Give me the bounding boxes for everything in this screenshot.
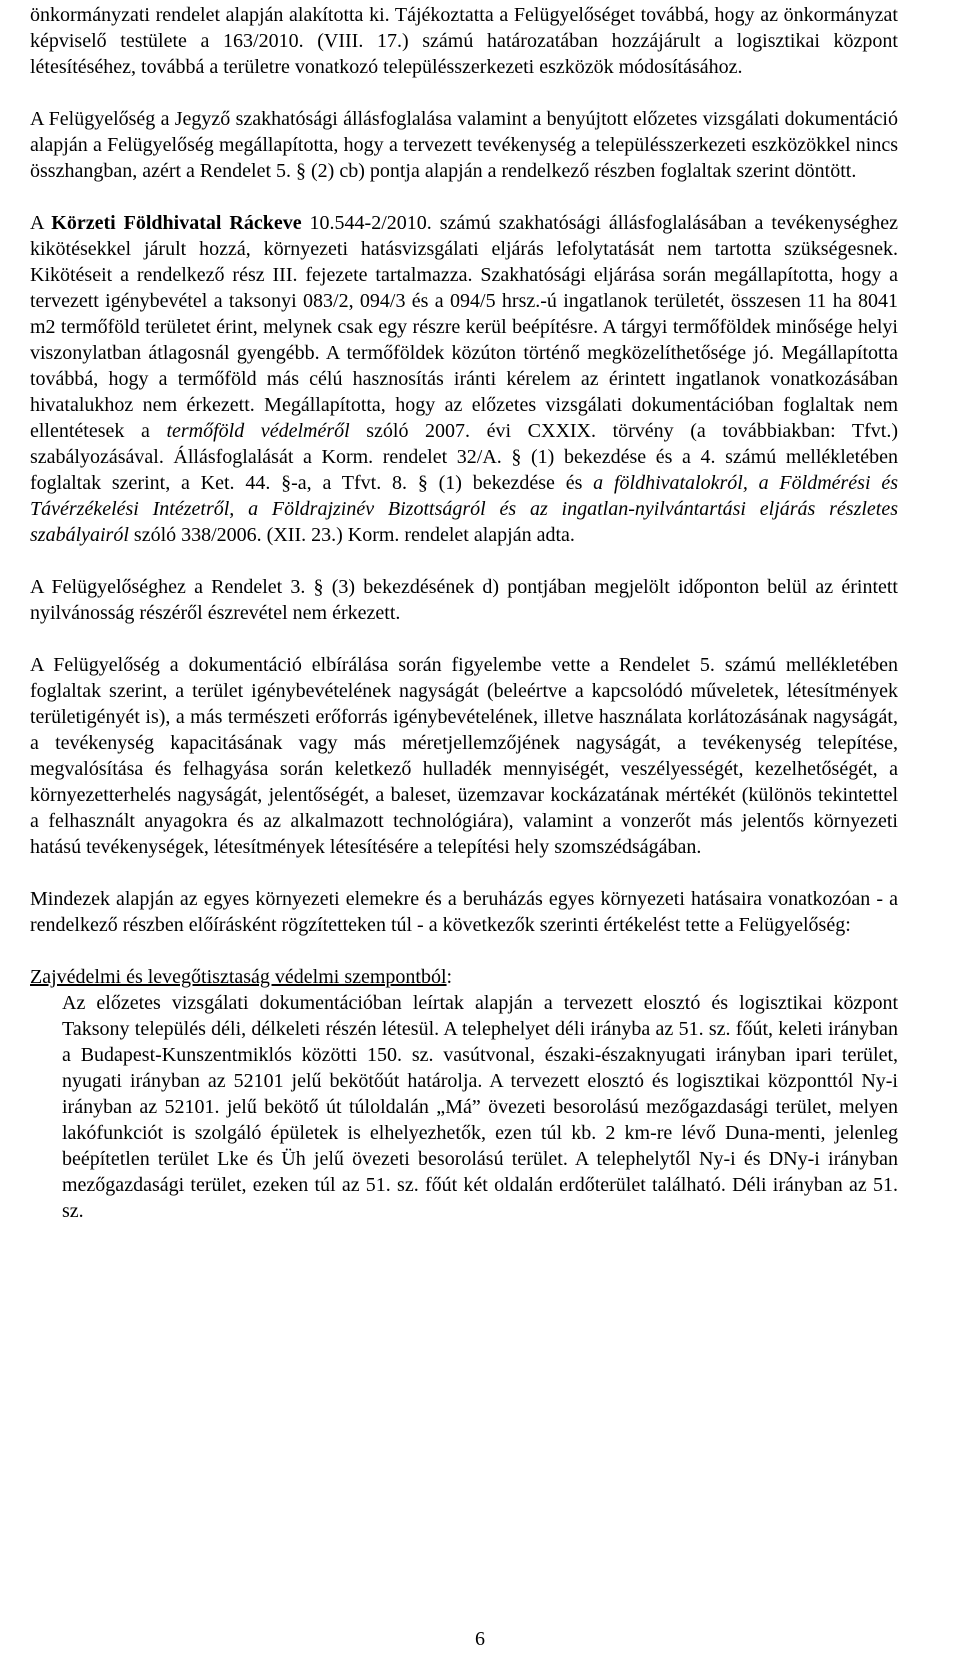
paragraph-7: Az előzetes vizsgálati dokumentációban leírtak alapján a tervezett elosztó és logisztikai központ Taksony település déli, délkeleti részén létesül. A telephelyet déli irányba az 51. sz. főút, keleti irányban a Budapest-Kunszentmiklós közötti 150. sz. vasútvonal, északi-északnyugati irányban ipari terület, nyugati irányban az 52101 jelű bekötőút határolja. A tervezett elosztó és logisztikai központtól Ny-i irányban az 52101. jelű bekötő út túloldalán „Má” övezeti besorolású mezőgazdasági terület, melyen lakófunkciót is szolgáló épületek is elhelyezhetők, ezen túl kb. 2 km-re lévő Duna-menti, jelenleg beépítetlen terület Lke és Üh jelű övezeti besorolású terület. A telephelytől Ny-i és DNy-i irányban mezőgazdasági terület, ezeken túl az 51. sz. főút két oldalán erdőterület található. Déli irányban az 51. sz. [62, 992, 898, 1222]
paragraph-3 [30, 210, 898, 548]
paragraph-3-post: szóló 338/2006. (XII. 23.) Korm. rendelet alapján adta. [128, 524, 575, 546]
paragraph-6: Mindezek alapján az egyes környezeti elemekre és a beruházás egyes környezeti hatásaira vonatkozóan - a rendelkező részben előírásként rögzítetteken túl - a következők szerinti értékelést tette a Felügyelőség: [30, 888, 898, 936]
authority-name: Körzeti Földhivatal Ráckeve [51, 212, 302, 234]
paragraph-5: A Felügyelőség a dokumentáció elbírálása során figyelembe vette a Rendelet 5. számú mellékletében foglaltak szerint, a terület igénybevételének nagyságát (beleértve a kapcsolódó műveletek, létesítmények területigényét is), a más természeti erőforrás igénybevételének, illetve használata korlátozásának nagyságát, a tevékenység kapacitásának vagy más méretjellemzőjének nagyságát, a tevékenység telepítése, megvalósítása és felhagyása során keletkező hulladék mennyiségét, veszélyességét, kezelhetőségét, a környezetterhelés nagyságát, jelentőségét, a baleset, üzemzavar kockázatának mértékét (különös tekintettel a felhasznált anyagokra és az alkalmazott technológiára), valamint a vonzerőt más jelentős környezeti hatású tevékenységek, létesítmények létesítésére a telepítési hely szomszédságában. [30, 654, 898, 858]
paragraph-2: A Felügyelőség a Jegyző szakhatósági állásfoglalása valamint a benyújtott előzetes vizsgálati dokumentáció alapján a Felügyelőség megállapította, hogy a tervezett tevékenység a településszerkezeti eszközökkel nincs összhangban, azért a Rendelet 5. § (2) cb) pontja alapján a rendelkező részben foglaltak szerint döntött. [30, 108, 898, 182]
section-heading-colon: : [446, 966, 453, 988]
section-heading-line [30, 964, 898, 990]
section-heading: Zajvédelmi és levegőtisztaság védelmi szempontból [30, 966, 447, 988]
law-title-italic-1: termőföld védelméről [166, 420, 350, 442]
paragraph-1: önkormányzati rendelet alapján alakította ki. Tájékoztatta a Felügyelőséget továbbá, hogy az önkormányzat képviselő testülete a 163/2010. (VIII. 17.) számú határozatában hozzájárult a logisztikai központ létesítéséhez, továbbá a területre vonatkozó településszerkezeti eszközök módosításához. [30, 4, 898, 78]
law-title-italic-2: a földhivatalokról, a Földmérési és Távérzékelési Intézetről, a Földrajzinév Bizottságról és az ingatlan-nyilvántartási eljárás részletes szabályairól [30, 472, 898, 546]
body-text [30, 2, 898, 1224]
paragraph-3-mid2: szóló 2007. évi CXXIX. törvény (a továbbiakban: Tfvt.) szabályozásával. Állásfoglalását a Korm. rendelet 32/A. § (1) bekezdése és a 4. számú mellékletében foglaltak szerint, a Ket. 44. §-a, a Tfvt. 8. § (1) bekezdése és [30, 420, 898, 494]
paragraph-4: A Felügyelőséghez a Rendelet 3. § (3) bekezdésének d) pontjában megjelölt időponton belül az érintett nyilvánosság részéről észrevétel nem érkezett. [30, 576, 898, 624]
page-number: 6 [475, 1628, 485, 1650]
paragraph-3-pre: A [30, 212, 52, 234]
paragraph-3-mid1: 10.544-2/2010. számú szakhatósági állásfoglalásában a tevékenységhez kikötésekkel járult hozzá, környezeti hatásvizsgálati eljárás lefolytatását nem tartotta szükségesnek. Kikötéseit a rendelkező rész III. fejezete tartalmazza. Szakhatósági eljárása során megállapította, hogy a tervezett igénybevétel a taksonyi 083/2, 094/3 és a 094/5 hrsz.-ú ingatlanok területét, összesen 11 ha 8041 m2 termőföld területet érint, melynek csak egy részre kerül beépítésre. A tárgyi termőföldek minősége helyi viszonylatban átlagosnál gyengébb. A termőföldek közúton történő megközelíthetősége jó. Megállapította továbbá, hogy a termőföld más célú hasznosítás iránti kérelem az érintett ingatlanok vonatkozásában hivatalukhoz nem érkezett. Megállapította, hogy az előzetes vizsgálati dokumentációban foglaltak nem ellentétesek a [30, 212, 898, 442]
